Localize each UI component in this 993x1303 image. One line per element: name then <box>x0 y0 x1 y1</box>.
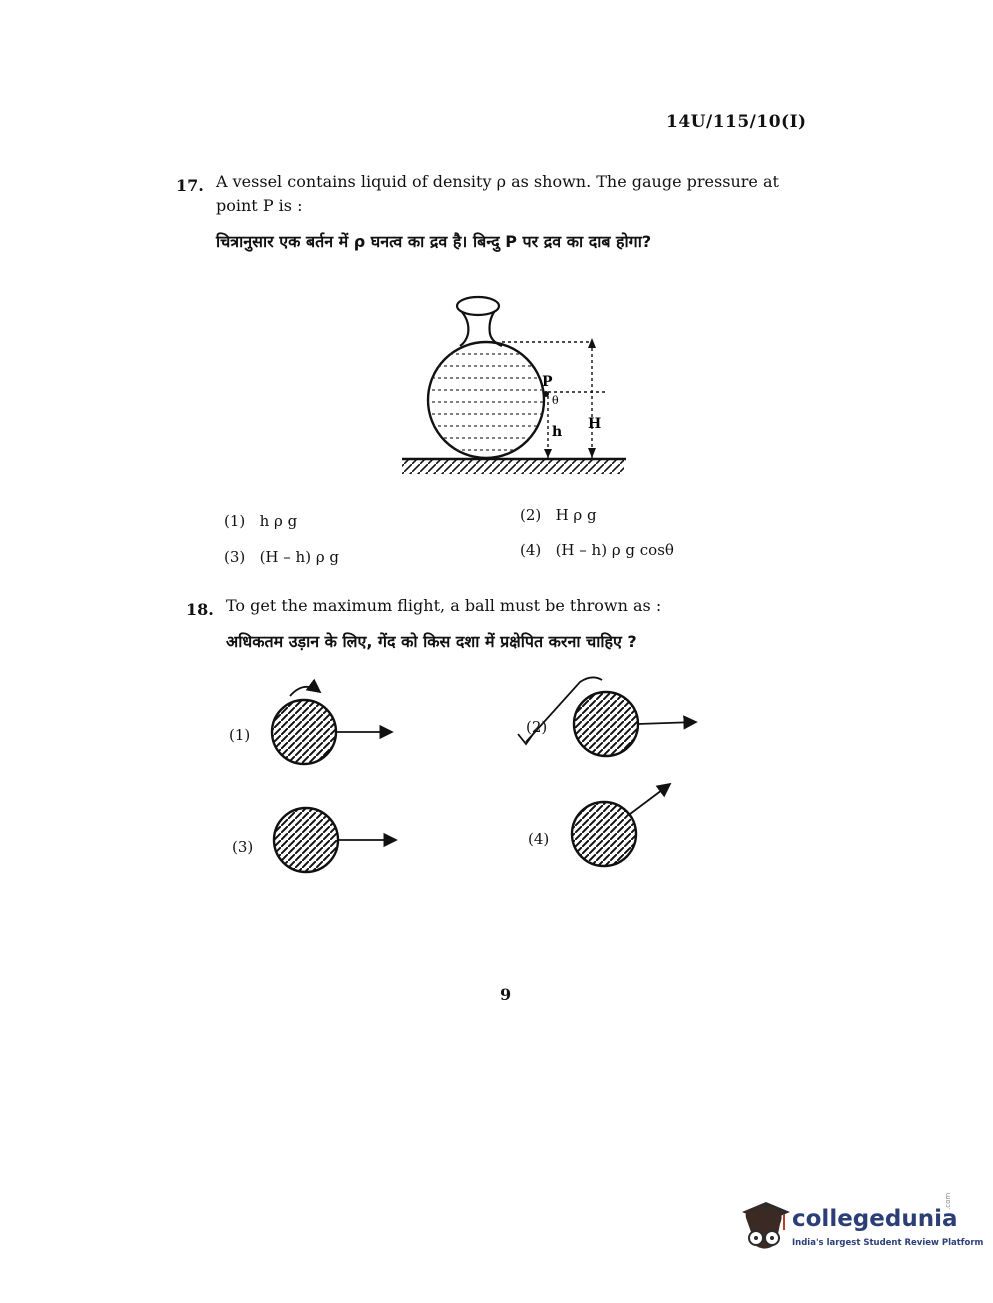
logo-name: collegedunia <box>792 1206 958 1232</box>
q17-option-4[interactable] <box>520 541 674 559</box>
question-17-text-hi: चित्रानुसार एक बर्तन में ρ घनत्व का द्रव है। बिन्दु P पर द्रव का दाब होगा? <box>216 232 652 251</box>
paper-code: 14U/115/10(I) <box>666 112 807 132</box>
ground-hatch <box>402 460 624 474</box>
ball-option-4 <box>572 784 670 866</box>
mascot-icon <box>736 1196 794 1256</box>
label-theta: θ <box>552 394 559 407</box>
q17-option-3[interactable] <box>224 548 339 566</box>
collegedunia-logo[interactable] <box>736 1192 984 1260</box>
ball-option-1 <box>272 687 392 764</box>
q17-option-4-label: (4) <box>520 541 542 559</box>
question-18-text-hi: अधिकतम उड़ान के लिए, गेंद को किस दशा में प्रक्षेपित करना चाहिए ? <box>226 632 637 651</box>
label-h: h <box>552 424 563 440</box>
question-18-text-en: To get the maximum flight, a ball must be thrown as : <box>226 596 662 615</box>
q18-option-3-label[interactable]: (3) <box>232 838 254 856</box>
ball-option-2 <box>518 677 696 756</box>
question-17-number: 17. <box>176 176 204 195</box>
label-P: P <box>542 374 553 390</box>
label-H: H <box>588 416 602 432</box>
q17-option-2-label: (2) <box>520 506 542 524</box>
ball-option-3 <box>274 808 396 872</box>
q17-option-3-text: (H – h) ρ g <box>259 548 340 566</box>
q17-option-1-label: (1) <box>224 512 246 530</box>
spin-arrow-1 <box>290 687 320 696</box>
q17-option-1[interactable] <box>224 512 297 530</box>
ball-figures <box>260 672 720 882</box>
question-17-text-en: A vessel contains liquid of density ρ as shown. The gauge pressure at point P is : <box>216 172 779 215</box>
logo-tagline: India's largest Student Review Platform <box>792 1238 984 1248</box>
logo-suffix: .com <box>944 1192 952 1210</box>
q18-option-4-label[interactable]: (4) <box>528 830 550 848</box>
q17-option-2[interactable] <box>520 506 597 524</box>
question-18-number: 18. <box>186 600 214 619</box>
liquid-lines <box>426 354 546 450</box>
vessel-figure <box>396 288 636 480</box>
q18-option-2-label[interactable]: (2) <box>526 718 548 736</box>
q18-option-1-label[interactable]: (1) <box>229 726 251 744</box>
q17-option-2-text: H ρ g <box>555 506 597 524</box>
q17-option-3-label: (3) <box>224 548 246 566</box>
vessel-body <box>428 342 544 458</box>
q17-option-1-text: h ρ g <box>259 512 298 530</box>
page-number: 9 <box>500 985 512 1004</box>
point-P-marker <box>543 391 549 397</box>
q17-option-4-text: (H – h) ρ g cosθ <box>555 541 674 559</box>
